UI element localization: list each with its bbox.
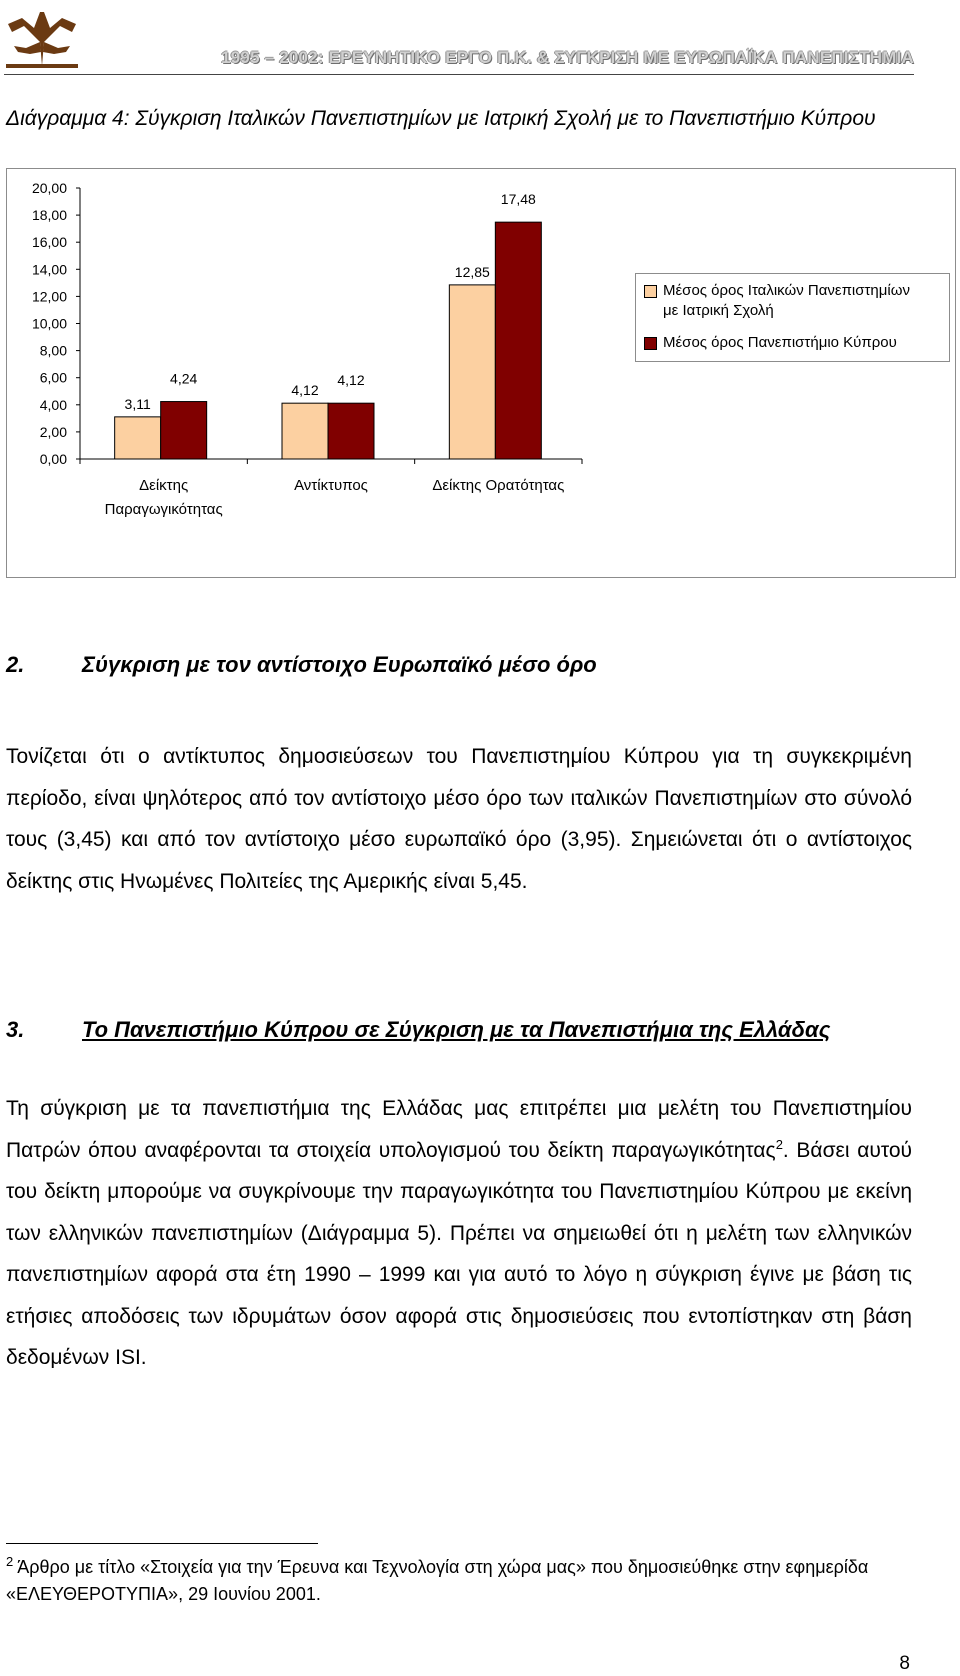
y-tick-label: 10,00 [31,315,67,332]
x-category-label: Δείκτης [139,477,189,494]
section-3-heading [6,1017,830,1043]
section-3-paragraph-part2: . Βάσει αυτού του δείκτη μπορούμε να συγκρίνουμε την παραγωγικότητα του Πανεπιστημίου Κύπρου με εκείνη των ελληνικών πανεπιστημίων (Διάγραμμα 5). Πρέπει να σημειωθεί ότι η μελέτη των ελληνικών πανεπιστημίων αφορά στα έτη 1990 – 1999 και για αυτό το λόγο η σύγκριση έγινε με βάση τις ετήσιες αποδόσεις των ιδρυμάτων όσον αφορά στις δημοσιεύσεις που εντοπίστηκαν στη βάση δεδομένων ISI. [6,1138,912,1369]
section-3-number: 3. [6,1017,25,1042]
bar [328,403,374,459]
data-label: 12,85 [454,263,490,280]
section-2-title: Σύγκριση με τον αντίστοιχο Ευρωπαϊκό μέσο όρο [82,652,597,677]
data-label: 17,48 [500,191,536,208]
x-category-label: Δείκτης Ορατότητας [432,477,565,494]
x-category-label: Αντίκτυπος [294,477,368,494]
data-label: 4,24 [170,370,198,387]
section-2-heading [6,652,597,678]
section-3-paragraph-part1: Τη σύγκριση με τα πανεπιστήμια της Ελλάδας μας επιτρέπει μια μελέτη του Πανεπιστημίου Πατρών όπου αναφέρονται τα στοιχεία υπολογισμού του δείκτη παραγωγικότητας [6,1097,912,1162]
y-tick-label: 20,00 [31,180,67,196]
footnote-reference[interactable]: 2 [775,1136,783,1152]
y-tick-label: 2,00 [39,423,67,440]
bar [115,417,161,459]
y-tick-label: 12,00 [31,288,67,305]
data-label: 4,12 [337,372,365,389]
section-2-paragraph: Τονίζεται ότι ο αντίκτυπος δημοσιεύσεων του Πανεπιστημίου Κύπρου για τη συγκεκριμένη περίοδο, είναι ψηλότερος από τον αντίστοιχο μέσο όρο των ιταλικών Πανεπιστημίων στο σύνολό τους (3,45) και από τον αντίστοιχο μέσο ευρωπαϊκό όρο (3,95). Σημειώνεται ότι ο αντίστοιχος δείκτης στις Ηνωμένες Πολιτείες της Αμερικής είναι 5,45. [6,745,912,893]
y-tick-label: 18,00 [31,207,67,224]
chart-legend [635,273,950,362]
legend-label-cyprus: Μέσος όρος Πανεπιστήμιο Κύπρου [663,334,897,351]
y-tick-label: 6,00 [39,369,67,386]
diagram-title: Διάγραμμα 4: Σύγκριση Ιταλικών Πανεπιστημίων με Ιατρική Σχολή με το Πανεπιστήμιο Κύπρου [6,107,876,130]
university-logo-icon [4,2,80,70]
section-2-number: 2. [6,652,25,677]
section-3-title: Το Πανεπιστήμιο Κύπρου σε Σύγκριση με τα Πανεπιστήμια της Ελλάδας [82,1017,831,1042]
y-tick-label: 4,00 [39,396,67,413]
page-number: 8 [899,1653,910,1674]
y-tick-label: 8,00 [39,342,67,359]
y-tick-label: 16,00 [31,234,67,251]
legend-swatch-italian [644,285,657,298]
header-divider [4,74,914,75]
bar [449,285,495,459]
legend-label-italian-line2: με Ιατρική Σχολή [663,302,774,319]
running-header-title: 1995 – 2002: ΕΡΕΥΝΗΤΙΚΟ ΕΡΓΟ Π.Κ. & ΣΥΓΚΡΙΣΗ ΜΕ ΕΥΡΩΠΑΪΚΑ ΠΑΝΕΠΙΣΤΗΜΙΑ [221,48,914,67]
bar-chart [6,168,956,578]
legend-item-italian [644,281,943,321]
footnote-text: Άρθρο με τίτλο «Στοιχεία για την Έρευνα και Τεχνολογία στη χώρα μας» που δημοσιεύθηκε στην εφημερίδα «ΕΛΕΥΘΕΡΟΤΥΠΙΑ», 29 Ιουνίου 2001. [6,1557,869,1604]
footnote-divider [6,1543,318,1544]
data-label: 4,12 [291,382,319,399]
bar [282,403,328,459]
bar [495,222,541,459]
section-3-paragraph [6,1088,912,1379]
data-label: 3,11 [124,395,151,412]
x-category-label: Παραγωγικότητας [104,501,223,518]
y-tick-label: 14,00 [31,261,67,278]
legend-item-cyprus [644,333,943,353]
bar-chart-svg [7,169,955,577]
y-tick-label: 0,00 [39,451,67,467]
legend-label-italian [663,281,910,321]
footnote [6,1554,912,1608]
bar [161,402,207,459]
legend-swatch-cyprus [644,337,657,350]
footnote-number: 2 [6,1554,14,1569]
legend-label-italian-line1: Μέσος όρος Ιταλικών Πανεπιστημίων [663,282,910,299]
